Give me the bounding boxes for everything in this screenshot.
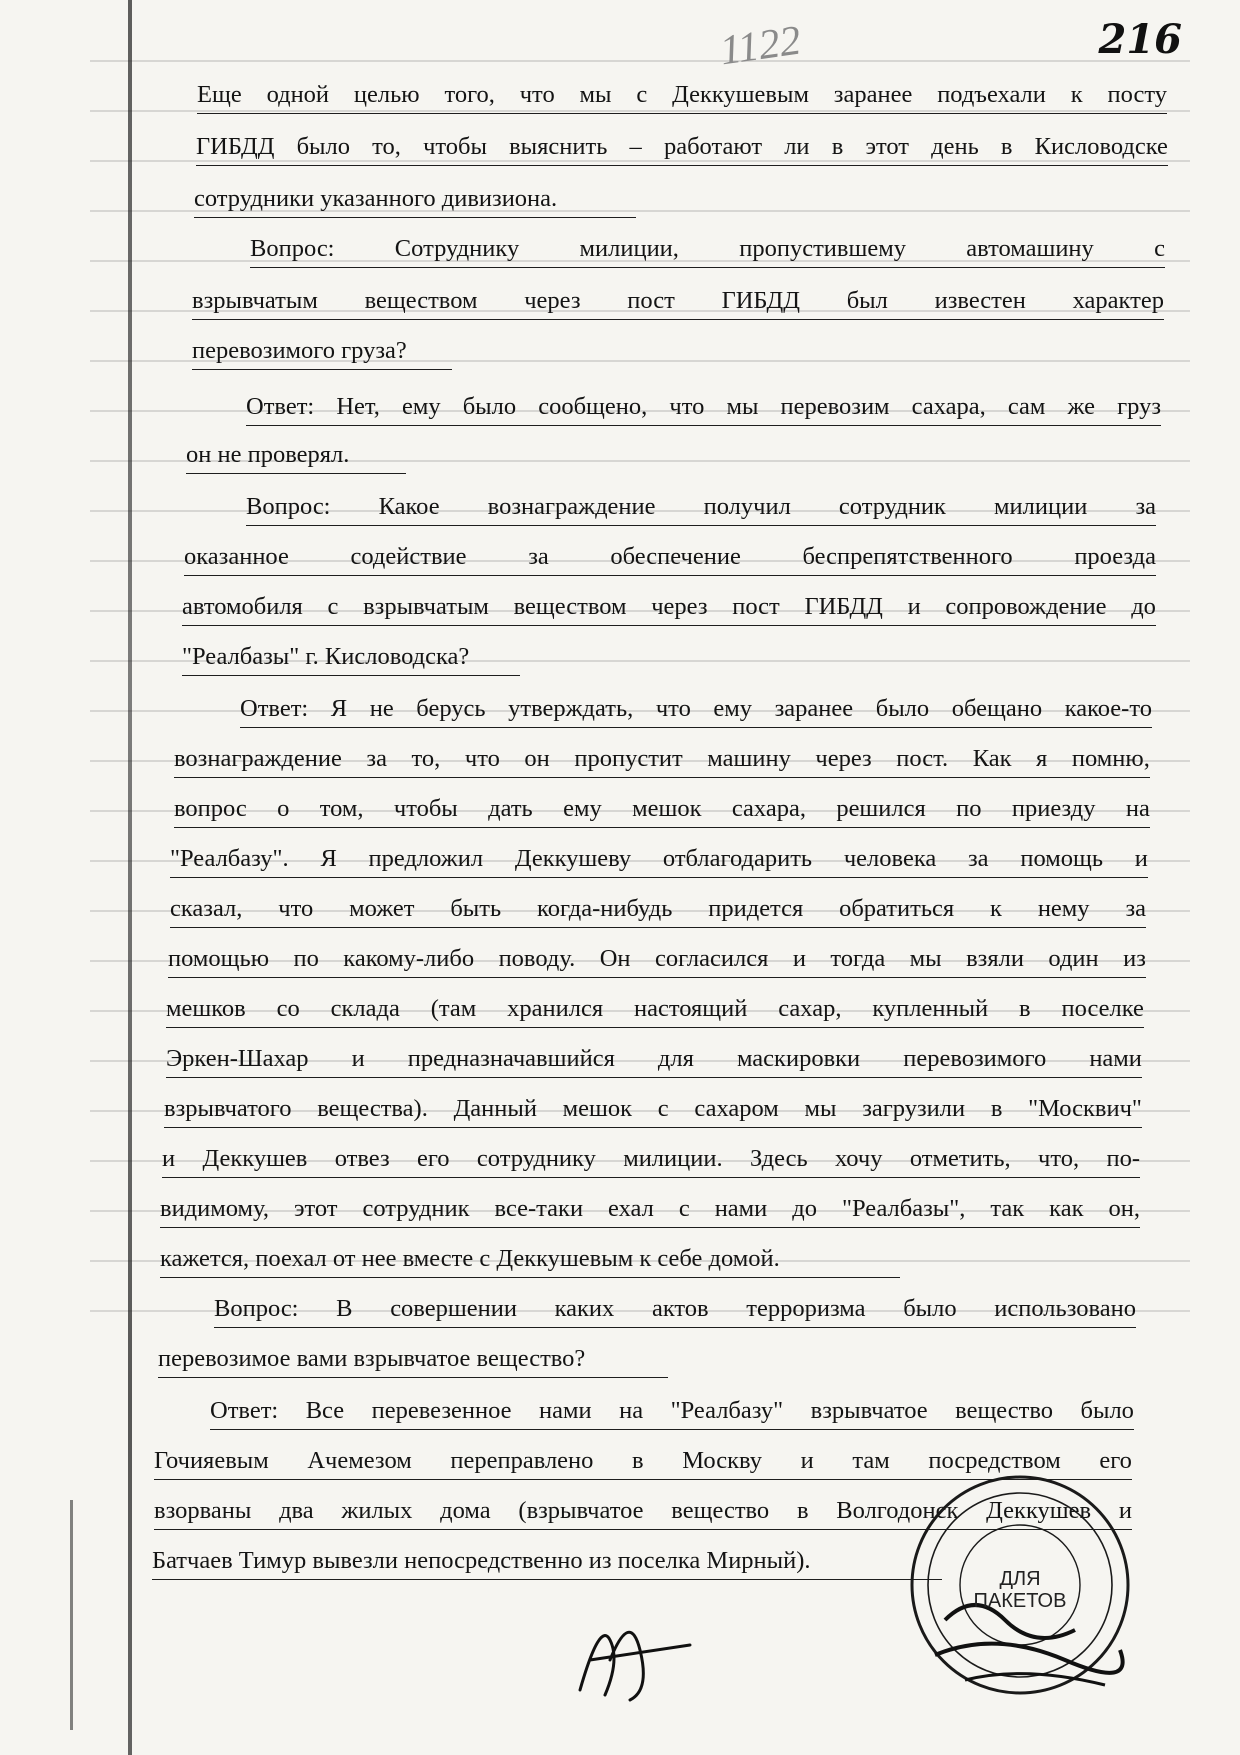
case-number: 1122	[717, 17, 804, 75]
text-line: Эркен-Шахар и предназначавшийся для маскировки перевозимого нами	[166, 1042, 1142, 1078]
text-line: Вопрос: Сотруднику милиции, пропустившему автомашину с	[250, 232, 1165, 268]
page-edge-shadow	[128, 0, 132, 1755]
text-line: сотрудники указанного дивизиона.	[194, 182, 636, 218]
text-line: перевозимого груза?	[192, 334, 452, 370]
stamp-label: ДЛЯ ПАКЕТОВ	[973, 1568, 1067, 1612]
text-line: взрывчатого вещества). Данный мешок с сахаром мы загрузили в "Москвич"	[164, 1092, 1142, 1128]
text-line: мешков со склада (там хранился настоящий сахар, купленный в поселке	[166, 992, 1144, 1028]
text-line: вознаграждение за то, что он пропустит машину через пост. Как я помню,	[174, 742, 1150, 778]
page-edge-mark	[70, 1500, 73, 1730]
text-line: Гочияевым Ачемезом переправлено в Москву и там посредством его	[154, 1444, 1132, 1480]
text-line: Вопрос: Какое вознаграждение получил сотрудник милиции за	[246, 490, 1156, 526]
text-line: "Реалбазу". Я предложил Деккушеву отблагодарить человека за помощь и	[170, 842, 1148, 878]
text-line: взрывчатым веществом через пост ГИБДД был известен характер	[192, 284, 1164, 320]
text-line: помощью по какому-либо поводу. Он согласился и тогда мы взяли один из	[168, 942, 1146, 978]
text-line: перевозимое вами взрывчатое вещество?	[158, 1342, 668, 1378]
text-line: вопрос о том, чтобы дать ему мешок сахара, решился по приезду на	[174, 792, 1150, 828]
page-number: 216	[1098, 16, 1182, 63]
text-line: "Реалбазы" г. Кисловодска?	[182, 640, 520, 676]
text-line: сказал, что может быть когда-нибудь придется обратиться к нему за	[170, 892, 1146, 928]
text-line: взорваны два жилых дома (взрывчатое вещество в Волгодонск Деккушев и	[154, 1494, 1132, 1530]
text-line: Еще одной целью того, что мы с Деккушевым заранее подъехали к посту	[197, 78, 1167, 114]
text-line: Ответ: Нет, ему было сообщено, что мы перевозим сахара, сам же груз	[246, 390, 1161, 426]
text-line: Вопрос: В совершении каких актов терроризма было использовано	[214, 1292, 1136, 1328]
text-line: кажется, поехал от нее вместе с Деккушевым к себе домой.	[160, 1242, 900, 1278]
text-line: Ответ: Все перевезенное нами на "Реалбазу" взрывчатое вещество было	[210, 1394, 1134, 1430]
text-line: автомобиля с взрывчатым веществом через пост ГИБДД и сопровождение до	[182, 590, 1156, 626]
text-line: он не проверял.	[186, 438, 406, 474]
text-line: Батчаев Тимур вывезли непосредственно из поселка Мирный).	[152, 1544, 942, 1580]
signature	[560, 1600, 700, 1710]
text-line: Ответ: Я не берусь утверждать, что ему заранее было обещано какое-то	[240, 692, 1152, 728]
text-line: и Деккушев отвез его сотруднику милиции. Здесь хочу отметить, что, по-	[162, 1142, 1140, 1178]
text-line: оказанное содействие за обеспечение беспрепятственного проезда	[184, 540, 1156, 576]
text-line: ГИБДД было то, чтобы выяснить – работают ли в этот день в Кисловодске	[196, 130, 1168, 166]
text-line: видимому, этот сотрудник все-таки ехал с нами до "Реалбазы", так как он,	[160, 1192, 1140, 1228]
